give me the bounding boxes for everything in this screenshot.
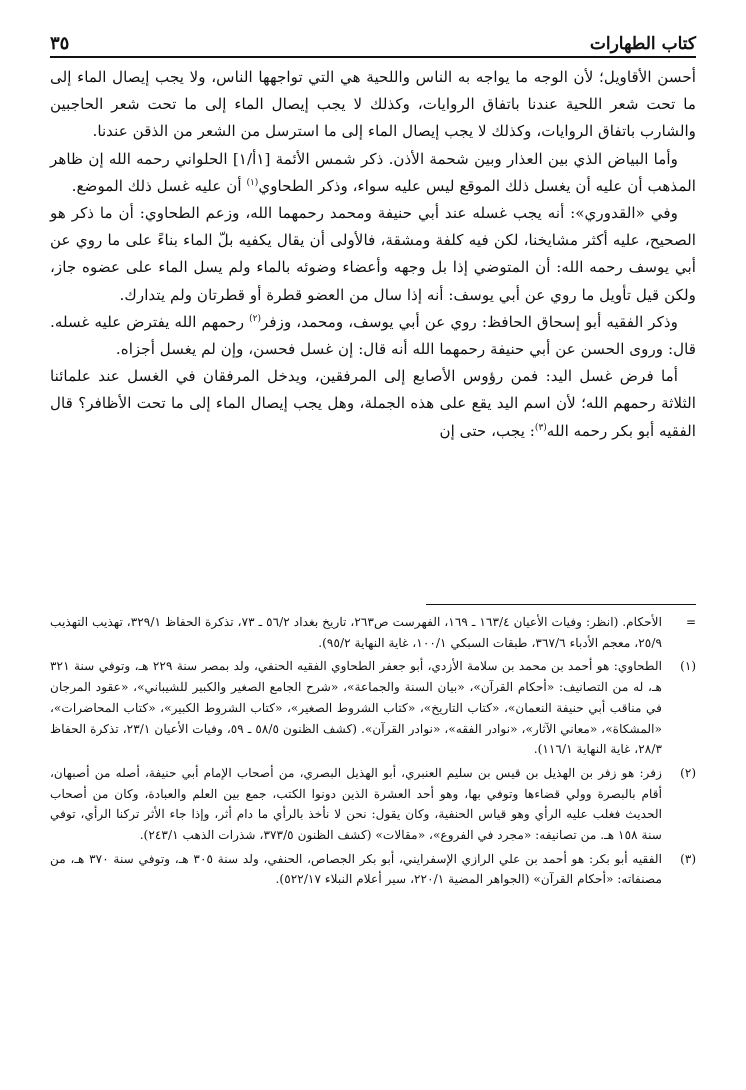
paragraph: وفي «القدوري»: أنه يجب غسله عند أبي حنيفة ومحمد رحمهما الله، وزعم الطحاوي: أن ما ذكر هو الصحيح، عليه أكثر مشايخنا، لكن فيه كلفة ومشقة، فالأولى أن يقال يكفيه بلّ الماء بناءً على ما روي عن أبي يوسف رحمه الله: أن المتوضي إذا بل وجهه وأعضاء وضوئه بالماء ولم يسل الماء على عضوه جاز، ولكن قيل تأويل ما روي عن أبي يوسف: أنه إذا سال من العضو قطرة أو قطرتان ولم يتدارك.	[50, 204, 696, 304]
paragraph-text: : يجب، حتى إن	[439, 421, 535, 440]
page-header	[50, 20, 696, 54]
footnote-text: الطحاوي: هو أحمد بن محمد بن سلامة الأزدي، أبو جعفر الطحاوي الفقيه الحنفي، ولد بمصر سنة ٢٢٩ هـ، وتوفي سنة ٣٢١ هـ، له من التصانيف: «أحكام القرآن»، «بيان السنة والجماعة»، «شرح الجامع الصغير والكبير للشيباني»، «عقود المرجان في مناقب أبي حنيفة النعمان»، «كتاب التاريخ»، «كتاب الشروط الصغير»، «كتاب الشروط الكبير»، «كتاب المحاضرات»، «المشكاة»، «معاني الآثار»، «نوادر الفقه»، «نوادر القرآن». (كشف الظنون ٥٨/٥ ـ ٥٩، وفيات الأعيان ٢٣/١، تذكرة الحفاظ ٢٨/٣، غاية النهاية ١١٦/١).	[50, 659, 662, 757]
page-number: ٣٥	[50, 33, 70, 54]
footnote-mark: =	[685, 615, 696, 629]
footnote-separator	[426, 604, 696, 605]
paragraph-text: رحمهم الله يفترض عليه غسله. قال: وروى الحسن عن أبي حنيفة رحمهما الله أنه قال: إن غسل فحسن، وإن لم يغسل أجزاه.	[50, 312, 696, 359]
footnote-mark: (١)	[680, 659, 696, 674]
footnote-reference: (١)	[246, 177, 259, 188]
footnote	[50, 849, 696, 890]
footnote-text: زفر: هو زفر بن الهذيل بن قيس بن سليم العنبري، أبو الهذيل البصري، من أصحاب الإمام أبي حنيفة، أصله من أصبهان، أقام بالبصرة وولي قضاءها وتوفي بها، وهو أحد العشرة الذين دونوا الكتب، جمع بين العلم والعبادة، وكان من أصحاب الحديث فغلب عليه الرأي وهو قياس الحنفية، وكان يقول: نحن لا نأخذ بالرأي ما دام أثر، وإذا جاء الأثر تركنا الرأي، توفي سنة ١٥٨ هـ. من تصانيفه: «مجرد في الفروع»، «مقالات» (كشف الظنون ٣٧٣/٥، شذرات الذهب ٢٤٣/١).	[50, 765, 662, 843]
footnotes	[50, 612, 696, 893]
footnote-reference: (٢)	[249, 313, 261, 324]
paragraph-text: وأما البياض الذي بين العذار وبين شحمة الأذن. ذكر شمس الأئمة [١أ/١] الحلواني رحمه الله إن ظاهر المذهب أن عليه أن يغسل ذلك الموقع ليس عليه سواء، وذكر الطحاوي	[50, 149, 696, 195]
footnote-mark: (٢)	[680, 765, 696, 780]
footnote-mark: (٣)	[680, 851, 696, 866]
footnote-text: الفقيه أبو بكر: هو أحمد بن علي الرازي الإسفرايني، أبو بكر الجصاص، الحنفي، ولد سنة ٣٠٥ هـ، وتوفي سنة ٣٧٠ هـ، من مصنفاته: «أحكام القرآن» (الجواهر المضية ٢٢٠/١، سير أعلام النبلاء ٥٢٢/١٧).	[50, 851, 662, 887]
paragraph	[50, 309, 696, 363]
footnote	[50, 656, 696, 760]
header-rule	[50, 56, 696, 58]
main-text	[50, 64, 696, 445]
paragraph-text: أما فرض غسل اليد: فمن رؤوس الأصابع إلى المرفقين، ويدخل المرفقان في الغسل عند علمائنا الثلاثة رحمهم الله؛ لأن اسم اليد يقع على هذه الجملة، وهل يجب إيصال الماء إلى ما تحت الأظافر؟ قال الفقيه أبو بكر رحمه الله	[50, 367, 696, 440]
paragraph: أحسن الأقاويل؛ لأن الوجه ما يواجه به الناس واللحية هي التي تواجهها الناس، ولا يجب إيصال الماء إلى ما تحت شعر اللحية عندنا باتفاق الروايات، وكذلك لا يجب إيصال الماء إلى ما تحت شعر الحاجبين والشارب باتفاق الروايات، وكذلك لا يجب إيصال الماء إلى ما استرسل من الشعر من الذقن عندنا.	[50, 68, 696, 141]
paragraph	[50, 363, 696, 445]
paragraph	[50, 146, 696, 200]
footnote-reference: (٣)	[534, 422, 547, 433]
paragraph-text: أن عليه غسل ذلك الموضع.	[71, 176, 247, 195]
running-title: كتاب الطهارات	[589, 34, 696, 54]
footnote	[50, 612, 696, 653]
paragraph-text: وذكر الفقيه أبو إسحاق الحافظ: روي عن أبي يوسف، ومحمد، وزفر	[261, 312, 679, 331]
footnote	[50, 763, 696, 846]
footnote-text: الأحكام. (انظر: وفيات الأعيان ١٦٣/٤ ـ ١٦٩، الفهرست ص٢٦٣، تاريخ بغداد ٥٦/٢ ـ ٧٣، تذكرة الحفاظ ٣٢٩/١، تهذيب التهذيب ٢٥/٩، معجم الأدباء ٣٦٧/٦، طبقات السبكي ١٠٠/١، غاية النهاية ٩٥/٢).	[50, 615, 662, 650]
